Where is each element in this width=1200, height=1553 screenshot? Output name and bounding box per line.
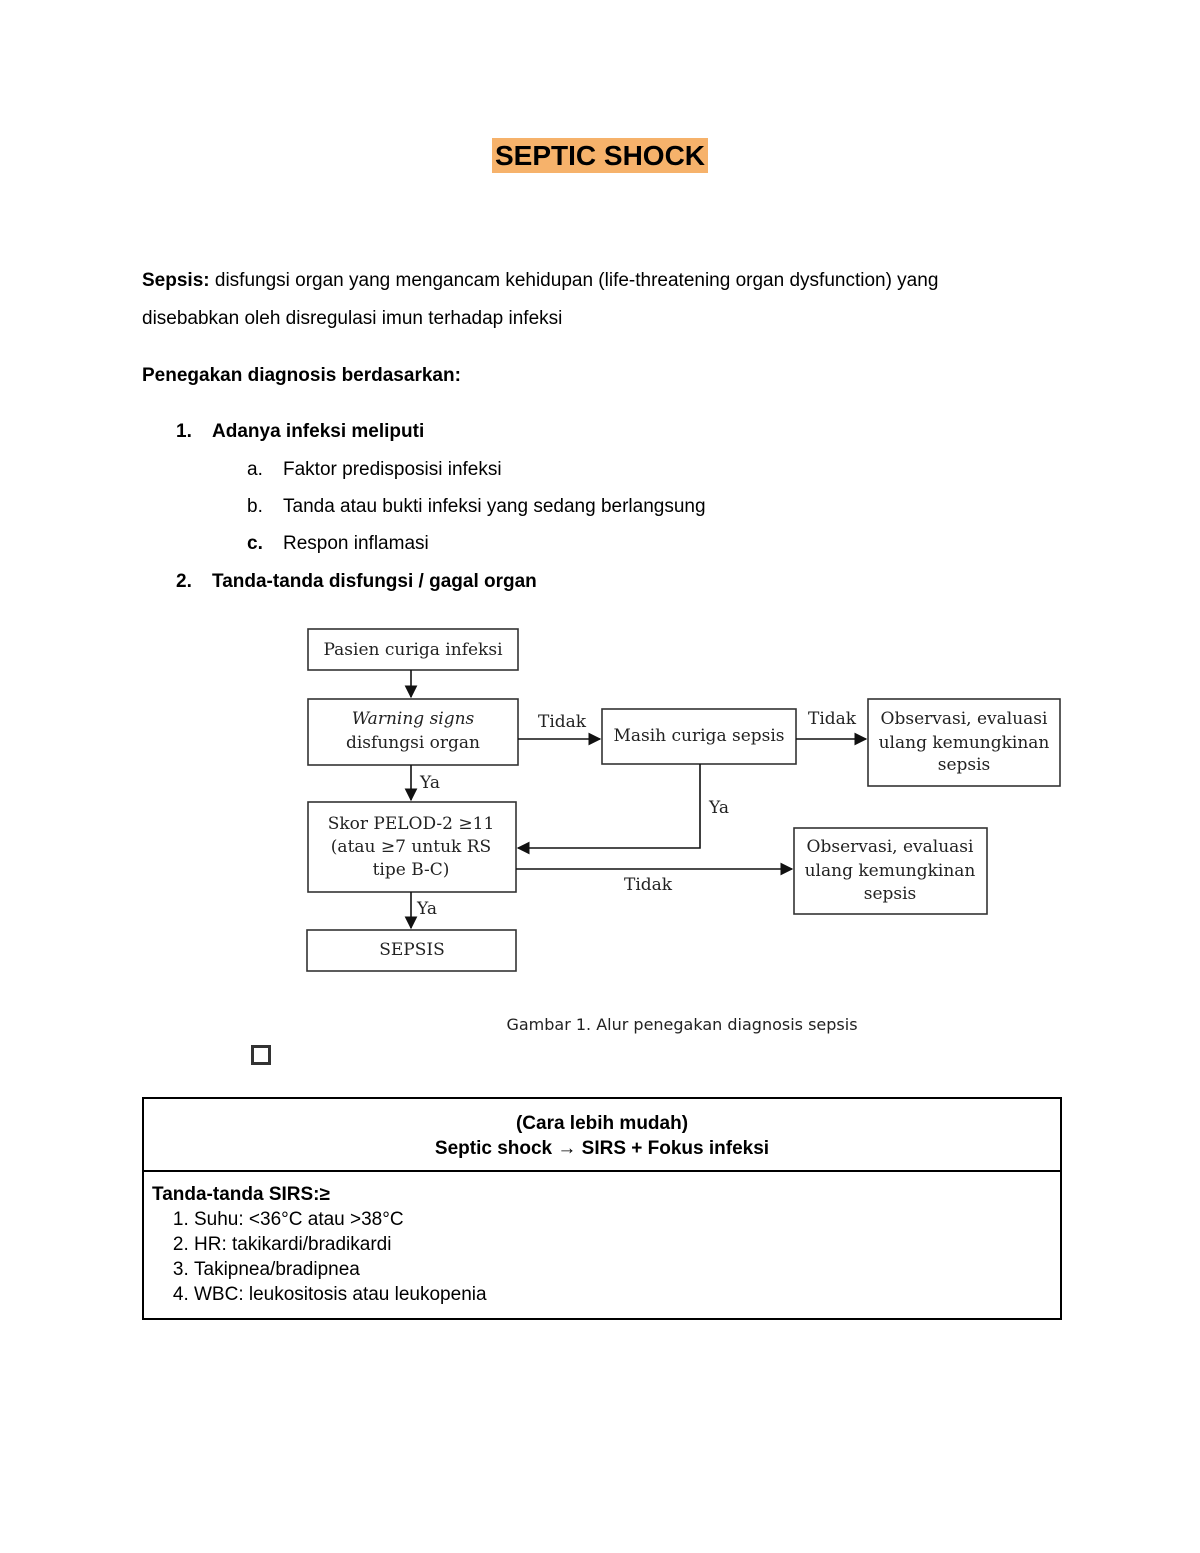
diagnosis-heading: Penegakan diagnosis berdasarkan: xyxy=(142,365,461,386)
edge-label-ya-3: Ya xyxy=(417,899,438,919)
node-sepsis-label: SEPSIS xyxy=(379,940,445,960)
node-obs1-label-2: ulang kemungkinan xyxy=(878,733,1050,753)
subitem-letter: b. xyxy=(247,496,263,517)
node-obs1-label-1: Observasi, evaluasi xyxy=(880,709,1048,729)
criteria-number: 2. xyxy=(176,571,192,592)
edge-label-ya-2: Ya xyxy=(709,798,730,818)
summary-header xyxy=(144,1099,1060,1172)
node-score-label-1: Skor PELOD-2 ≥11 xyxy=(327,814,495,834)
summary-header-line2: Septic shock → SIRS + Fokus infeksi xyxy=(434,1138,770,1159)
checkbox[interactable] xyxy=(251,1045,271,1065)
edge-suspect-score xyxy=(518,764,700,848)
node-obs2-label-1: Observasi, evaluasi xyxy=(806,837,974,857)
sirs-item: 2. HR: takikardi/bradikardi xyxy=(194,1232,1052,1257)
edge-label-ya-1: Ya xyxy=(420,773,441,793)
sirs-item: 3. Takipnea/bradipnea xyxy=(194,1257,1052,1282)
page-title-text: SEPTIC SHOCK xyxy=(492,138,708,173)
sirs-item: 4. WBC: leukositosis atau leukopenia xyxy=(194,1282,1052,1307)
node-score-label-3: tipe B-C) xyxy=(372,860,450,880)
node-score-label-2: (atau ≥7 untuk RS xyxy=(330,837,492,857)
subitem-text: Tanda atau bukti infeksi yang sedang berlangsung xyxy=(283,496,706,517)
node-obs2-label-2: ulang kemungkinan xyxy=(804,861,976,881)
criteria-label: Adanya infeksi meliputi xyxy=(212,421,425,442)
subitem-letter: a. xyxy=(247,459,263,480)
summary-box xyxy=(142,1097,1062,1320)
criteria-label: Tanda-tanda disfungsi / gagal organ xyxy=(212,571,537,592)
definition-label: Sepsis: xyxy=(142,270,210,291)
node-obs1-label-3: sepsis xyxy=(937,755,991,775)
sirs-list xyxy=(152,1207,1052,1307)
node-obs2-label-3: sepsis xyxy=(863,884,917,904)
subitem-text: Faktor predisposisi infeksi xyxy=(283,459,502,480)
summary-header-line1: (Cara lebih mudah) xyxy=(515,1113,689,1134)
definition-text-line2: disebabkan oleh disregulasi imun terhadap infeksi xyxy=(142,308,563,329)
summary-body xyxy=(144,1172,1060,1317)
subitem-letter: c. xyxy=(247,533,263,554)
subitem-text: Respon inflamasi xyxy=(283,533,429,554)
node-warning-label-1: Warning signs xyxy=(351,709,475,729)
node-start-label: Pasien curiga infeksi xyxy=(323,640,503,660)
definition-text: disfungsi organ yang mengancam kehidupan (life-threatening organ dysfunction) yang xyxy=(214,270,939,291)
node-warning-label-2: disfungsi organ xyxy=(345,733,481,753)
edge-label-tidak-2: Tidak xyxy=(808,709,857,729)
sirs-item: 1. Suhu: <36°C atau >38°C xyxy=(194,1207,1052,1232)
sirs-heading: Tanda-tanda SIRS:≥ xyxy=(152,1184,330,1205)
node-suspect-label: Masih curiga sepsis xyxy=(613,726,785,746)
edge-label-tidak-1: Tidak xyxy=(538,712,587,732)
figure-caption: Gambar 1. Alur penegakan diagnosis sepsis xyxy=(506,1015,858,1034)
criteria-number: 1. xyxy=(176,421,192,442)
edge-label-tidak-3: Tidak xyxy=(624,875,673,895)
